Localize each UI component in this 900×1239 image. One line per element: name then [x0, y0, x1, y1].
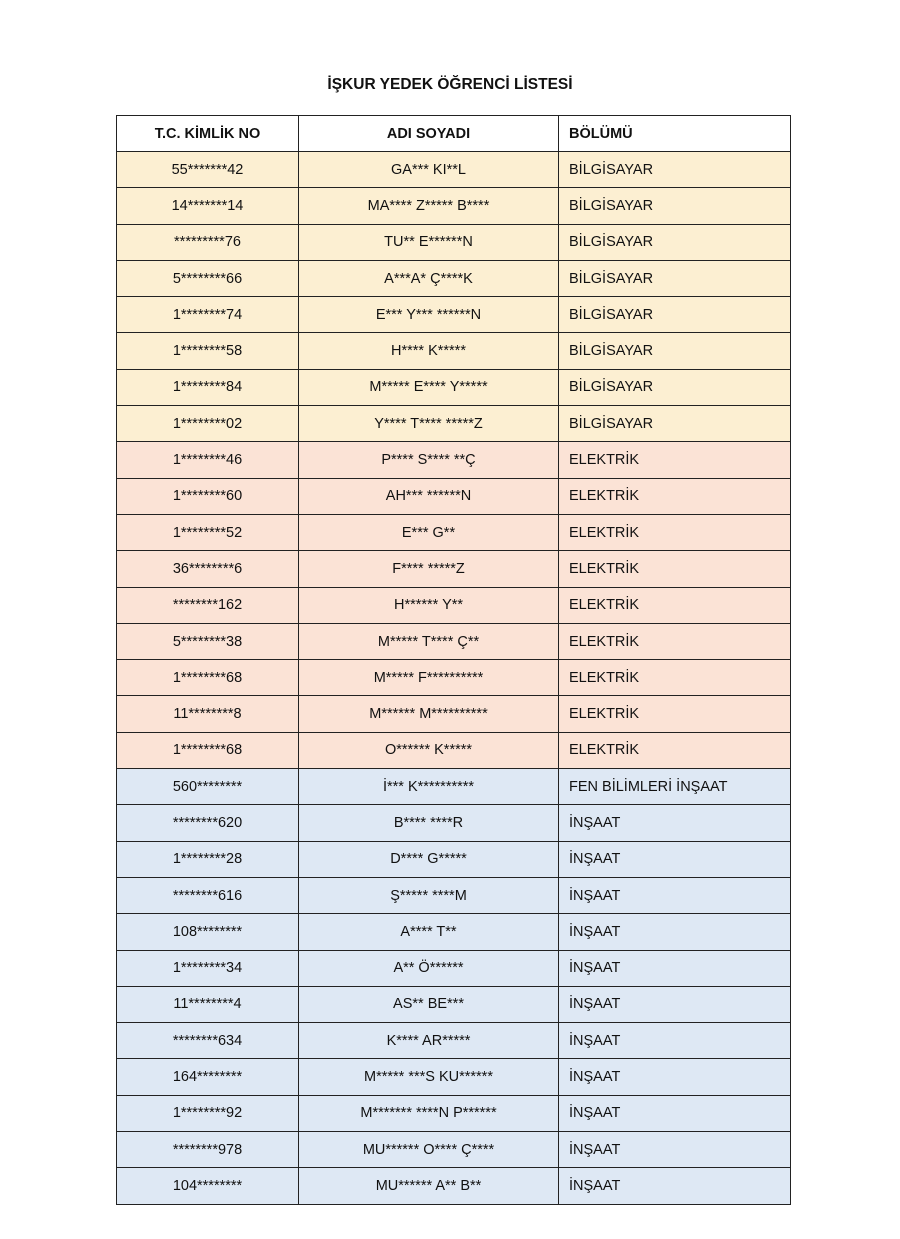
tc-no-cell: 1********02 [117, 406, 299, 442]
table-row [117, 950, 791, 986]
department-cell: FEN BİLİMLERİ İNŞAAT [559, 769, 791, 805]
name-cell: H**** K***** [299, 333, 559, 369]
name-cell: MU****** A** B** [299, 1168, 559, 1204]
table-row [117, 551, 791, 587]
table-body [117, 152, 791, 1205]
tc-no-cell: 560******** [117, 769, 299, 805]
tc-no-cell: 1********58 [117, 333, 299, 369]
department-cell: İNŞAAT [559, 986, 791, 1022]
department-cell: ELEKTRİK [559, 551, 791, 587]
name-cell: A** Ö****** [299, 950, 559, 986]
department-cell: İNŞAAT [559, 1059, 791, 1095]
header-tc-no: T.C. KİMLİK NO [117, 116, 299, 152]
header-department: BÖLÜMÜ [559, 116, 791, 152]
table-row [117, 1095, 791, 1131]
table-row [117, 406, 791, 442]
name-cell: Ş***** ****M [299, 877, 559, 913]
table-row [117, 188, 791, 224]
department-cell: BİLGİSAYAR [559, 369, 791, 405]
tc-no-cell: 14*******14 [117, 188, 299, 224]
document-title: İŞKUR YEDEK ÖĞRENCİ LİSTESİ [327, 76, 573, 93]
table-row [117, 1168, 791, 1204]
name-cell: MA**** Z***** B**** [299, 188, 559, 224]
department-cell: İNŞAAT [559, 914, 791, 950]
department-cell: BİLGİSAYAR [559, 152, 791, 188]
name-cell: GA*** KI**L [299, 152, 559, 188]
table-row [117, 805, 791, 841]
table-row [117, 769, 791, 805]
tc-no-cell: 1********84 [117, 369, 299, 405]
name-cell: A**** T** [299, 914, 559, 950]
tc-no-cell: ********162 [117, 587, 299, 623]
department-cell: BİLGİSAYAR [559, 333, 791, 369]
name-cell: AH*** ******N [299, 478, 559, 514]
name-cell: AS** BE*** [299, 986, 559, 1022]
tc-no-cell: 11********8 [117, 696, 299, 732]
table-row [117, 660, 791, 696]
tc-no-cell: 108******** [117, 914, 299, 950]
name-cell: TU** E******N [299, 224, 559, 260]
tc-no-cell: 11********4 [117, 986, 299, 1022]
name-cell: M***** ***S KU****** [299, 1059, 559, 1095]
department-cell: İNŞAAT [559, 841, 791, 877]
table-row [117, 152, 791, 188]
table-row [117, 877, 791, 913]
table-row [117, 914, 791, 950]
header-name: ADI SOYADI [299, 116, 559, 152]
name-cell: B**** ****R [299, 805, 559, 841]
table-row [117, 478, 791, 514]
tc-no-cell: 55*******42 [117, 152, 299, 188]
department-cell: ELEKTRİK [559, 696, 791, 732]
department-cell: İNŞAAT [559, 1023, 791, 1059]
table-row [117, 224, 791, 260]
name-cell: P**** S**** **Ç [299, 442, 559, 478]
department-cell: ELEKTRİK [559, 587, 791, 623]
tc-no-cell: 1********60 [117, 478, 299, 514]
name-cell: M***** F********** [299, 660, 559, 696]
name-cell: Y**** T**** *****Z [299, 406, 559, 442]
department-cell: BİLGİSAYAR [559, 406, 791, 442]
tc-no-cell: 1********68 [117, 732, 299, 768]
department-cell: ELEKTRİK [559, 478, 791, 514]
table-row [117, 841, 791, 877]
tc-no-cell: ********616 [117, 877, 299, 913]
name-cell: D**** G***** [299, 841, 559, 877]
tc-no-cell: 1********68 [117, 660, 299, 696]
table-row [117, 587, 791, 623]
table-row [117, 260, 791, 296]
department-cell: ELEKTRİK [559, 660, 791, 696]
tc-no-cell: 1********28 [117, 841, 299, 877]
table-row [117, 623, 791, 659]
table-row [117, 333, 791, 369]
name-cell: O****** K***** [299, 732, 559, 768]
table-row [117, 297, 791, 333]
name-cell: F**** *****Z [299, 551, 559, 587]
department-cell: ELEKTRİK [559, 732, 791, 768]
name-cell: H****** Y** [299, 587, 559, 623]
table-row [117, 696, 791, 732]
tc-no-cell: 1********46 [117, 442, 299, 478]
tc-no-cell: 5********38 [117, 623, 299, 659]
tc-no-cell: ********634 [117, 1023, 299, 1059]
tc-no-cell: 1********52 [117, 514, 299, 550]
tc-no-cell: *********76 [117, 224, 299, 260]
department-cell: BİLGİSAYAR [559, 297, 791, 333]
tc-no-cell: ********978 [117, 1132, 299, 1168]
department-cell: BİLGİSAYAR [559, 224, 791, 260]
department-cell: ELEKTRİK [559, 514, 791, 550]
department-cell: İNŞAAT [559, 950, 791, 986]
table-row [117, 1023, 791, 1059]
name-cell: İ*** K********** [299, 769, 559, 805]
table-row [117, 1132, 791, 1168]
tc-no-cell: 5********66 [117, 260, 299, 296]
name-cell: A***A* Ç****K [299, 260, 559, 296]
department-cell: İNŞAAT [559, 877, 791, 913]
tc-no-cell: 1********74 [117, 297, 299, 333]
name-cell: M******* ****N P****** [299, 1095, 559, 1131]
department-cell: İNŞAAT [559, 1132, 791, 1168]
table-row [117, 442, 791, 478]
tc-no-cell: 36********6 [117, 551, 299, 587]
table-row [117, 986, 791, 1022]
table-row [117, 732, 791, 768]
name-cell: M***** T**** Ç** [299, 623, 559, 659]
tc-no-cell: 164******** [117, 1059, 299, 1095]
table-row [117, 369, 791, 405]
department-cell: BİLGİSAYAR [559, 188, 791, 224]
department-cell: ELEKTRİK [559, 442, 791, 478]
tc-no-cell: 1********92 [117, 1095, 299, 1131]
table-row [117, 514, 791, 550]
name-cell: E*** Y*** ******N [299, 297, 559, 333]
table-row [117, 1059, 791, 1095]
student-list-table [116, 115, 791, 1205]
name-cell: M****** M********** [299, 696, 559, 732]
name-cell: E*** G** [299, 514, 559, 550]
department-cell: İNŞAAT [559, 805, 791, 841]
name-cell: M***** E**** Y***** [299, 369, 559, 405]
department-cell: BİLGİSAYAR [559, 260, 791, 296]
name-cell: MU****** O**** Ç**** [299, 1132, 559, 1168]
tc-no-cell: 104******** [117, 1168, 299, 1204]
department-cell: İNŞAAT [559, 1095, 791, 1131]
table-header-row [117, 116, 791, 152]
tc-no-cell: 1********34 [117, 950, 299, 986]
department-cell: İNŞAAT [559, 1168, 791, 1204]
name-cell: K**** AR***** [299, 1023, 559, 1059]
department-cell: ELEKTRİK [559, 623, 791, 659]
tc-no-cell: ********620 [117, 805, 299, 841]
